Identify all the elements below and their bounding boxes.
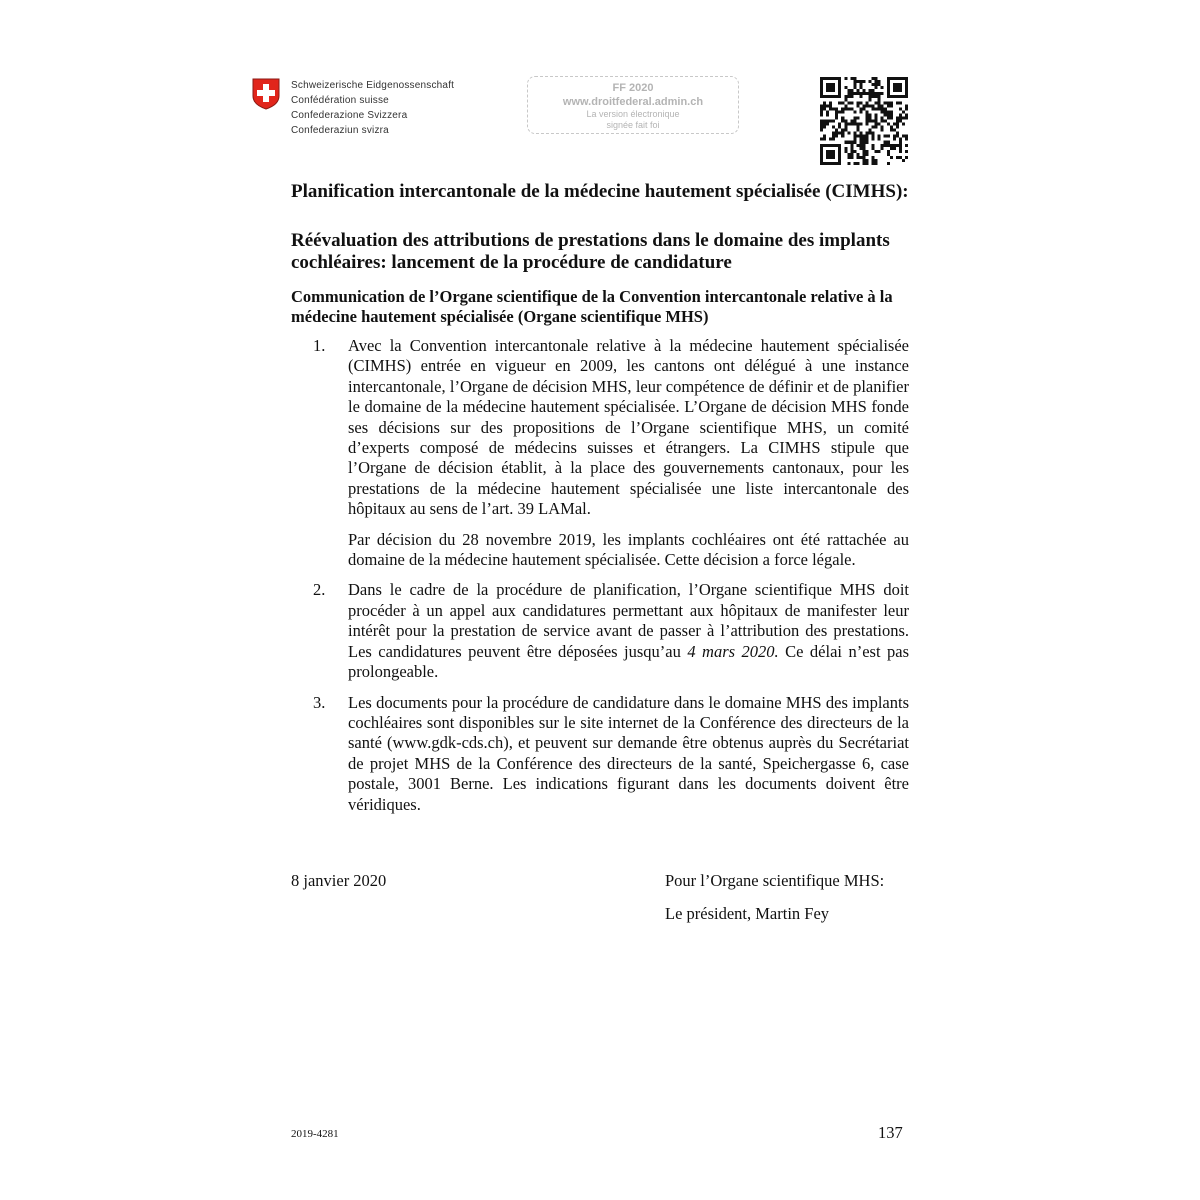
- deadline-date: 4 mars 2020.: [687, 641, 779, 661]
- confederation-line-de: Schweizerische Eidgenossenschaft: [291, 80, 455, 91]
- item-1-paragraph-1: Avec la Convention intercantonale relative à la médecine hautement spécialisée (CIMHS) entrée en vigueur en 2009, les cantons ont délégué à une instance intercantonale, l’Organe de décision MHS, leur compétence de définir et de planifier le domaine de la médecine hautement spécialisée. L’Organe de décision MHS fonde ses décisions sur des propositions de l’Organe scientifique MHS, un comité d’experts composé de médecins suisses et étrangers. La CIMHS stipule que l’Organe de décision établit, à la place des gouvernements cantonaux, pour les prestations de la médecine hautement spécialisée une liste intercantonale des hôpitaux au sens de l’art. 39 LAMal.: [348, 336, 909, 519]
- item-number: 2.: [313, 580, 326, 600]
- document-title: Planification intercantonale de la médecine hautement spécialisée (CIMHS):: [291, 181, 909, 202]
- confederation-line-it: Confederazione Svizzera: [291, 110, 408, 121]
- list-item-2: [291, 580, 909, 682]
- item-3-paragraph: Les documents pour la procédure de candidature dans le domaine MHS des implants cochléaires sont disponibles sur le site internet de la Conférence des directeurs de la santé (www.gdk-cds.ch), et peuvent sur demande être obtenus auprès du Secrétariat de projet MHS de la Conférence des directeurs de la santé, Speichergasse 6, case postale, 3001 Berne. Les indications figurant dans les documents doivent être véridiques.: [348, 692, 909, 814]
- confederation-line-fr: Confédération suisse: [291, 95, 389, 106]
- confederation-line-rm: Confederaziun svizra: [291, 125, 389, 136]
- qr-code-icon: [820, 77, 908, 165]
- stamp-note-line1: La version électronique: [586, 109, 680, 119]
- document-subject: Réévaluation des attributions de prestations dans le domaine des implants cochléaires: lancement de la procédure de candidature: [291, 230, 890, 273]
- stamp-reference: FF 2020: [612, 82, 654, 94]
- item-2-text-before: Dans le cadre de la procédure de planification, l’Organe scientifique MHS doit procéder à un appel aux candidatures permettant aux hôpitaux de manifester leur intérêt pour la prestation de service avant de passer à l’attribution des prestations. Les candidatures peuvent être déposées jusqu’au: [348, 580, 909, 661]
- page-number: 137: [878, 1123, 903, 1142]
- confederation-names: [291, 78, 454, 138]
- stamp-note-line2: signée fait foi: [606, 120, 660, 130]
- swiss-cross-icon: [252, 78, 280, 110]
- item-number: 3.: [313, 692, 326, 712]
- list-item-1: [291, 336, 909, 570]
- document-date: 8 janvier 2020: [291, 871, 387, 890]
- issuer-heading: Communication de l’Organe scientifique de la Convention intercantonale relative à la médecine hautement spécialisée (Organe scientifique MHS): [291, 287, 893, 326]
- item-2-text-after: Ce délai n’est pas prolongeable.: [348, 641, 909, 682]
- stamp-website: www.droitfederal.admin.ch: [562, 96, 704, 108]
- item-1-paragraph-2: Par décision du 28 novembre 2019, les implants cochléaires ont été rattachée au domaine de la médecine hautement spécialisée. Cette décision a force légale.: [348, 529, 909, 570]
- document-reference: 2019-4281: [291, 1128, 339, 1140]
- item-2-paragraph: [348, 580, 909, 682]
- document-body: [291, 336, 909, 825]
- signature-intro: Pour l’Organe scientifique MHS:: [665, 871, 885, 890]
- signature-name: Le président, Martin Fey: [665, 904, 830, 923]
- list-item-3: [291, 693, 909, 815]
- official-version-stamp: [527, 76, 739, 134]
- item-number: 1.: [313, 336, 326, 355]
